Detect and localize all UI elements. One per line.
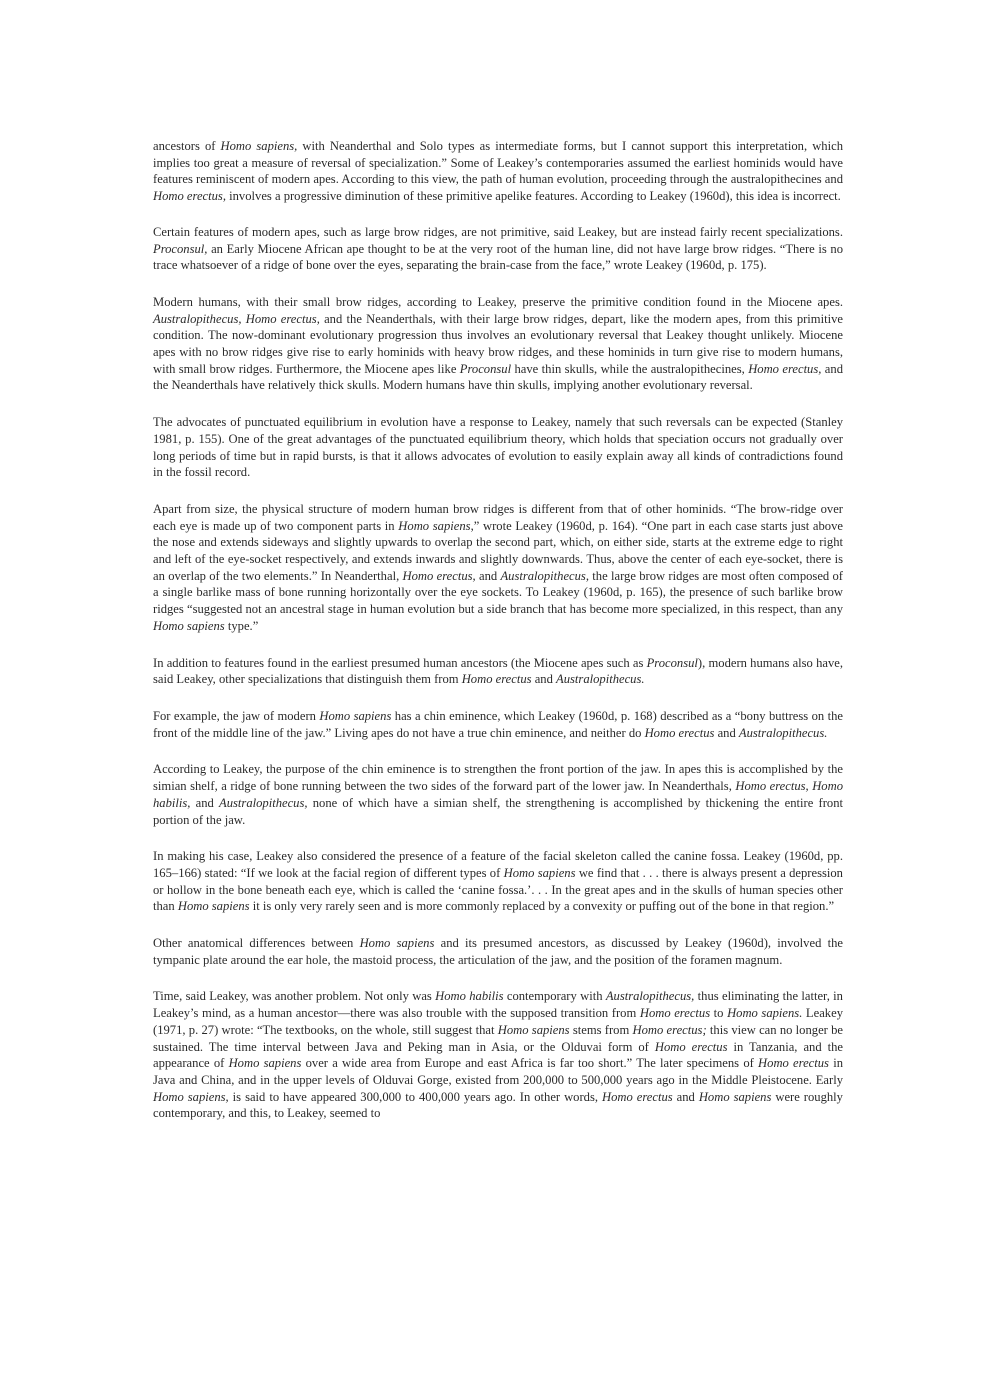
text-run: is said to have appeared 300,000 to 400,000 years ago. In other words, [228, 1089, 602, 1104]
text-run: Leakey (1971, p. 27) wrote: “The textbooks, on the whole, still suggest that [153, 1006, 843, 1037]
text-run: Other anatomical differences between [153, 936, 360, 951]
italic-term: Homo erectus [602, 1089, 673, 1104]
text-run: and its presumed ancestors, as discussed by Leakey (1960d), involved the tympanic plate around the ear hole, the mastoid process, the articulation of the jaw, and the position of the foramen magnum. [153, 936, 843, 967]
italic-term: Homo sapiens [153, 618, 225, 633]
text-run: and [672, 1089, 699, 1104]
text-run: to [710, 1006, 728, 1021]
text-run: Modern humans, with their small brow ridges, according to Leakey, preserve the primitive condition found in the Miocene apes. [153, 294, 843, 309]
text-run: in Java and China, and in the upper levels of Olduvai Gorge, existed from 200,000 to 500,000 years ago in the Middle Pleistocene. Early [153, 1056, 843, 1087]
body-paragraph [153, 224, 843, 274]
italic-term: Australopithecus, [219, 795, 308, 810]
text-run: Certain features of modern apes, such as large brow ridges, are not primitive, said Leakey, but are instead fairly recent specializations. [153, 224, 843, 239]
italic-term: Proconsul [459, 361, 512, 376]
text-run: none of which have a simian shelf, the strengthening is accomplished by thickening the entire front portion of the jaw. [153, 795, 843, 827]
italic-term: Homo sapiens [698, 1089, 772, 1104]
text-run: and [475, 568, 501, 583]
italic-term: Homo sapiens [319, 708, 392, 723]
document-page [153, 138, 843, 1142]
italic-term: Homo sapiens. [727, 1006, 803, 1021]
body-paragraph [153, 414, 843, 481]
body-paragraph [153, 294, 843, 394]
italic-term: Australopithecus, Homo erectus, [153, 311, 320, 326]
italic-term: Homo erectus, [402, 568, 476, 583]
italic-term: Homo erectus [644, 725, 715, 740]
text-run: the large brow ridges are most often composed of a single barlike mass of bone running horizontally over the eye sockets. To Leakey (1960d, p. 165), the presence of such barlike brow ridges “suggested not an ancestral stage in human evolution but a side branch that has become more specialized, in this respect, than any [153, 568, 844, 617]
text-run: In addition to features found in the earliest presumed human ancestors (the Miocene apes such as [153, 655, 647, 670]
text-run: it is only very rarely seen and is more commonly replaced by a convexity or puffing out of the bone in that region.” [249, 899, 835, 914]
italic-term: Homo habilis [435, 989, 504, 1004]
italic-term: Homo sapiens, [153, 1089, 229, 1104]
italic-term: Homo erectus [461, 672, 532, 687]
italic-term: Homo erectus [654, 1039, 728, 1054]
text-run: and [531, 672, 557, 687]
text-run: has a chin eminence, which Leakey (1960d, p. 168) described as a “bony buttress on the front of the middle line of the jaw.” Living apes do not have a true chin eminence, and neither do [153, 708, 843, 740]
italic-term: Proconsul [646, 655, 698, 670]
text-run: According to Leakey, the purpose of the chin eminence is to strengthen the front portion of the jaw. In apes this is accomplished by the simian shelf, a ridge of bone running between the two sides of the forward part of the lower jaw. In Neanderthals, [153, 762, 843, 794]
text-run: involves a progressive diminution of these primitive apelike features. According to Leakey (1960d), this idea is incorrect. [225, 189, 841, 204]
italic-term: Homo erectus, Homo habilis, [153, 779, 843, 810]
body-paragraph [153, 761, 843, 828]
body-paragraph [153, 988, 843, 1122]
body-paragraph [153, 655, 843, 688]
text-run: ), modern humans also have, said Leakey, other specializations that distinguish them from [153, 655, 843, 687]
body-paragraph [153, 935, 843, 968]
text-run: The advocates of punctuated equilibrium in evolution have a response to Leakey, namely that such reversals can be expected (Stanley 1981, p. 155). One of the great advantages of the punctuated equilibrium theory, which holds that speciation occurs not gradually over long periods of time but in rapid bursts, is that it allows advocates of evolution to easily explain away all kinds of contradictions found in the fossil record. [153, 415, 843, 480]
text-run: contemporary with [503, 989, 606, 1004]
text-run: over a wide area from Europe and east Africa is far too short.” The later specimens of [301, 1056, 759, 1071]
text-run: in Tanzania, and the appearance of [153, 1039, 843, 1071]
italic-term: Australopithecus. [556, 672, 645, 687]
text-run: For example, the jaw of modern [153, 708, 320, 723]
text-run: stems from [569, 1022, 633, 1037]
italic-term: Homo sapiens [228, 1056, 302, 1071]
text-run: were roughly contemporary, and this, to Leakey, seemed to [153, 1089, 843, 1121]
text-run: In making his case, Leakey also considered the presence of a feature of the facial skeleton called the canine fossa. Leakey (1960d, pp. 165–166) stated: “If we look at the facial region of different types of [153, 849, 843, 880]
text-run: with Neanderthal and Solo types as intermediate forms, but I cannot support this interpretation, which implies too great a measure of reversal of specialization.” Some of Leakey’s contemporaries assumed the earliest hominids would have features reminiscent of modern apes. According to this view, the path of human evolution, proceeding through the australopithecines and [153, 139, 843, 187]
italic-term: Homo sapiens [177, 899, 250, 914]
italic-term: Australopithecus, [500, 568, 589, 583]
italic-term: Homo sapiens, [220, 139, 298, 153]
italic-term: Homo erectus; [632, 1022, 707, 1037]
text-run: Time, said Leakey, was another problem. Not only was [153, 989, 436, 1004]
italic-term: Homo erectus, [153, 189, 226, 204]
text-run: and the Neanderthals, with their large brow ridges, depart, like the modern apes, from this primitive condition. The now-dominant evolutionary progression thus involves an evolutionary reversal that Leakey thought unlikely. Miocene apes with no brow ridges give rise to early hominids with heavy brow ridges, and these hominids in turn give rise to modern humans, with small brow ridges. Furthermore, the Miocene apes like [153, 311, 843, 376]
italic-term: Australopithecus. [738, 725, 828, 740]
body-paragraph [153, 708, 843, 741]
italic-term: Homo erectus [639, 1006, 711, 1021]
text-run: this view can no longer be sustained. The time interval between Java and Peking man in Asia, or the Olduvai form of [153, 1022, 843, 1054]
text-run: ancestors of [153, 139, 221, 153]
text-run: Apart from size, the physical structure of modern human brow ridges is different from that of other hominids. “The brow-ridge over each eye is made up of two component parts in [153, 501, 843, 533]
text-run: thus eliminating the latter, in Leakey’s mind, as a human ancestor—there was also trouble with the supposed transition from [153, 989, 843, 1021]
italic-term: Homo sapiens [503, 865, 576, 880]
text-run: an Early Miocene African ape thought to be at the very root of the human line, did not have large brow ridges. “There is no trace whatsoever of a ridge of bone over the eyes, separating the brain-case from the face,” wrote Leakey (1960d, p. 175). [153, 241, 843, 273]
italic-term: Homo erectus, [748, 361, 822, 376]
italic-term: Australopithecus, [605, 989, 695, 1004]
italic-term: Homo sapiens [398, 518, 471, 533]
italic-term: Homo erectus [758, 1056, 829, 1071]
text-run: type.” [224, 618, 259, 633]
text-run: and the Neanderthals have relatively thick skulls. Modern humans have thin skulls, implying another evolutionary reversal. [153, 361, 843, 393]
italic-term: Homo sapiens [497, 1022, 570, 1037]
text-run: we find that . . . there is always present a depression or hollow in the bone beneath each eye, which is called the ‘canine fossa.’. . . In the great apes and in the skulls of human species other than [153, 865, 843, 914]
text-run: have thin skulls, while the australopithecines, [511, 361, 749, 376]
text-run: ,” wrote Leakey (1960d, p. 164). “One part in each case starts just above the nose and extends sideways and slightly upwards to overlap the second part, which, on either side, starts at the extreme edge to right and left of the eye-socket respectively, and extends inwards and slightly downwards. Thus, above the center of each eye-socket, there is an overlap of the two elements.” In Neanderthal, [153, 518, 843, 583]
text-run: and [714, 725, 739, 740]
body-paragraph [153, 501, 843, 635]
body-paragraph [153, 848, 843, 915]
body-paragraph [153, 138, 843, 205]
text-run: and [190, 795, 220, 810]
italic-term: Proconsul, [153, 241, 208, 256]
italic-term: Homo sapiens [359, 936, 435, 951]
